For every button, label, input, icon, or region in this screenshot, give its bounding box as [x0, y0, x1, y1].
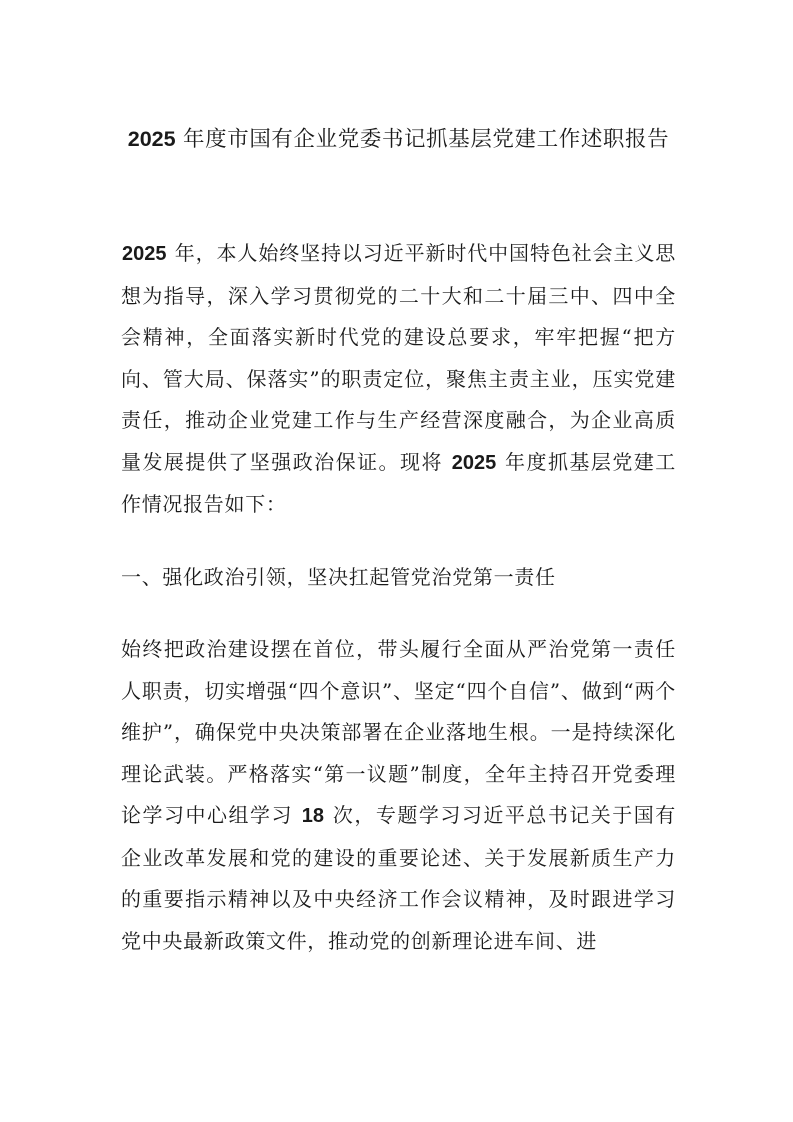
intro-inline-year: 2025 [451, 451, 497, 474]
intro-paragraph [121, 233, 676, 526]
section-1-text-part-2: 次，专题学习习近平总书记关于国有企业改革发展和党的建设的重要论述、关于发展新质生产力的重要指示精神以及中央经济工作会议精神，及时跟进学习党中央最新政策文件，推动党的创新理论进车间、进 [121, 803, 676, 953]
study-session-count: 18 [301, 805, 325, 827]
title-body-spacer [121, 161, 676, 233]
section-1-text-part-1: 始终把政治建设摆在首位，带头履行全面从严治党第一责任人职责，切实增强“四个意识”、坚定“四个自信”、做到“两个维护”，确保党中央决策部署在企业落地生根。一是持续深化理论武装。严格落实“第一议题”制度，全年主持召开党委理论学习中心组学习 [121, 637, 676, 827]
title-second-line: 报告 [625, 127, 670, 152]
intro-heading-spacer [121, 526, 676, 557]
intro-text-part-1: 年，本人始终坚持以习近平新时代中国特色社会主义思想为指导，深入学习贯彻党的二十大和二十届三中、四中全会精神，全面落实新时代党的建设总要求，牢牢把握“把方向、管大局、保落实”的职责定位，聚焦主责主业，压实党建责任，推动企业党建工作与生产经营深度融合，为企业高质量发展提供了坚强政治保证。现将 [121, 241, 676, 474]
title-year: 2025 [127, 127, 176, 151]
document-body [121, 0, 676, 962]
intro-text-part-2: 年度抓基层党建工作情况报告如下： [121, 449, 676, 516]
page-title [121, 0, 676, 161]
heading-body-spacer [121, 598, 676, 629]
title-main-text: 年度市国有企业党委书记抓基层党建工作述职 [175, 127, 626, 152]
intro-lead-year: 2025 [122, 243, 167, 265]
section-1-paragraph [121, 629, 676, 962]
section-heading-1: 一、强化政治引领，坚决扛起管党治党第一责任 [121, 564, 556, 589]
